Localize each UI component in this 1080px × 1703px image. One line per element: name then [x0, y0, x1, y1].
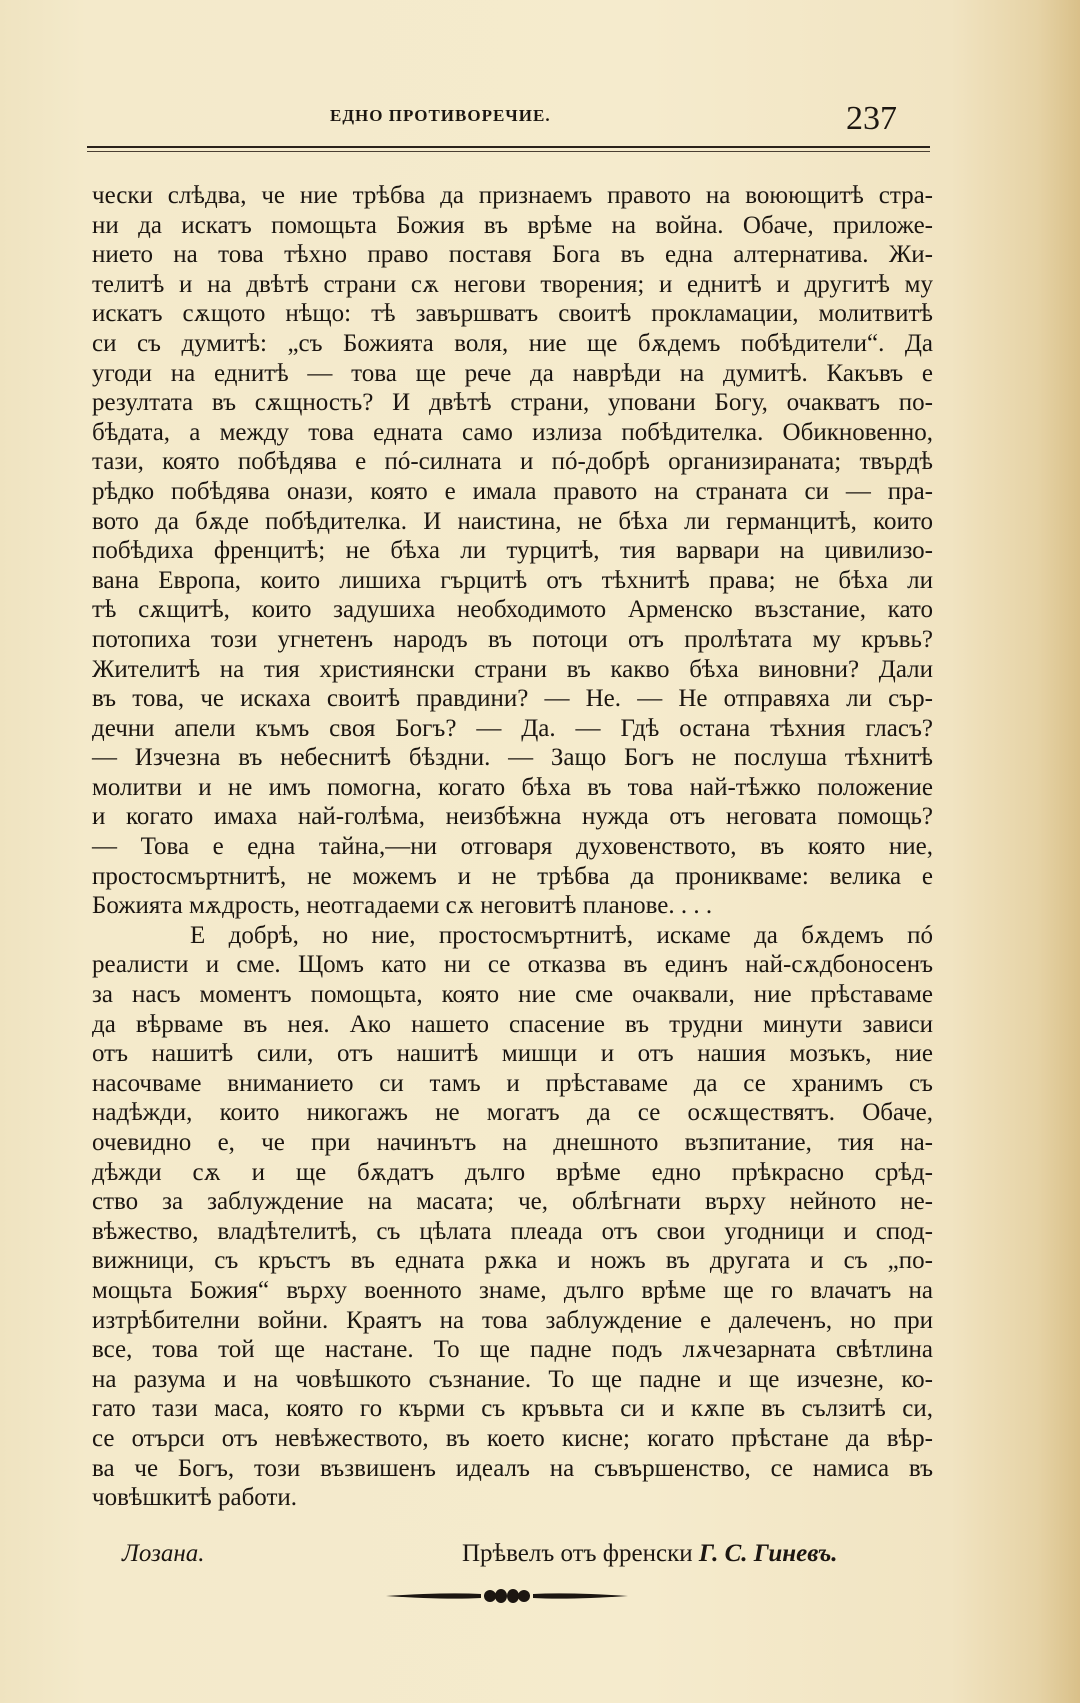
text-line: угоди на еднитѣ — това ще рече да наврѣди на думитѣ. Какъвъ е — [92, 359, 933, 387]
end-ornament — [386, 1588, 628, 1604]
header-rule — [87, 146, 930, 148]
text-line: бѣдата, а между това едната само излиза побѣдителка. Обикновенно, — [92, 418, 933, 446]
signature-place: Лозана. — [122, 1540, 205, 1567]
translated-label: Прѣвелъ отъ френски — [462, 1540, 693, 1567]
text-line: — Това е една тайна,—ни отговаря духовенството, въ която ние, — [92, 833, 933, 861]
text-line: Божията мѫдрость, неотгадаеми сѫ неговитѣ планове. . . . — [92, 892, 713, 920]
text-line: Жителитѣ на тия християнски страни въ какво бѣха виновни? Дали — [92, 655, 933, 683]
text-line: да вѣрваме въ нея. Ако нашето спасение въ трудни минути зависи — [92, 1010, 933, 1038]
text-line: си съ думитѣ: „съ Божията воля, ние ще бѫдемъ побѣдители“. Да — [92, 329, 933, 357]
article-body — [92, 181, 933, 1513]
text-line: — Изчезна въ небеснитѣ бѣздни. — Защо Богъ не послуша тѣхнитѣ — [92, 744, 933, 772]
text-line: за насъ моментъ помощьта, която ние сме очаквали, ние прѣставаме — [92, 981, 933, 1009]
text-line: дечни апели къмъ своя Богъ? — Да. — Гдѣ остана тѣхния гласъ? — [92, 714, 933, 742]
text-line: побѣдиха френцитѣ; не бѣха ли турцитѣ, тия варвари на цивилизо- — [92, 537, 933, 565]
text-line: изтрѣбителни войни. Краятъ на това заблуждение е далеченъ, но при — [92, 1306, 933, 1334]
text-line: се отърси отъ невѣжеството, въ което кисне; когато прѣстане да вѣр- — [92, 1424, 933, 1452]
text-line: дѣжди сѫ и ще бѫдатъ дълго врѣме едно прѣкрасно срѣд- — [92, 1158, 933, 1186]
running-title: ЕДНО ПРОТИВОРЕЧИЕ. — [330, 106, 551, 125]
text-line: вѣжество, владѣтелитѣ, съ цѣлата плеада отъ свои угодници и спод- — [92, 1217, 933, 1245]
header-rule-thin — [87, 151, 930, 152]
text-line: ство за заблуждение на масата; че, облѣгнати върху нейното не- — [92, 1188, 933, 1216]
text-line: тази, която побѣдява е пó-силната и пó-добрѣ организираната; твърдѣ — [92, 448, 933, 476]
text-line: молитви и не имъ помогна, когато бѣха въ това най-тѣжко положение — [92, 773, 933, 801]
text-line: резултата въ сѫщность? И двѣтѣ страни, уповани Богу, очакватъ по- — [92, 389, 933, 417]
text-line: човѣшкитѣ работи. — [92, 1484, 298, 1512]
text-line: чески слѣдва, че ние трѣбва да признаемъ правото на воюющитѣ стра- — [92, 182, 933, 209]
text-line: вана Европа, които лишиха гърцитѣ отъ тѣхнитѣ права; не бѣха ли — [92, 566, 933, 594]
translation-credit — [462, 1540, 838, 1568]
text-line: Е добрѣ, но ние, простосмъртнитѣ, искаме да бѫдемъ пó — [190, 921, 933, 949]
text-line: тѣ сѫщитѣ, които задушиха необходимото Арменско възстание, като — [92, 596, 933, 624]
text-line: мощьта Божия“ върху военното знаме, дълго врѣме ще го влачатъ на — [92, 1276, 933, 1304]
translator-name: Г. С. Гиневъ. — [698, 1540, 838, 1567]
text-line: вижници, съ кръстъ въ едната рѫка и ножъ въ другата и съ „по- — [92, 1247, 933, 1275]
text-line: ни да искатъ помощьта Божия въ врѣме на война. Обаче, приложе- — [92, 211, 933, 239]
text-line: рѣдко побѣдява онази, която е имала правото на страната си — пра- — [92, 477, 933, 505]
text-line: надѣжди, които никогажъ не могатъ да се осѫществятъ. Обаче, — [92, 1099, 933, 1127]
text-line: насочваме вниманието си тамъ и прѣставаме да се хранимъ съ — [92, 1069, 933, 1097]
text-line: очевидно е, че при начинътъ на днешното възпитание, тия на- — [92, 1129, 933, 1156]
text-line: искатъ сѫщото нѣщо: тѣ завършватъ своитѣ прокламации, молитвитѣ — [92, 300, 933, 328]
text-line: гато тази маса, която го кърми съ кръвьта си и кѫпе въ сълзитѣ си, — [92, 1395, 933, 1423]
text-line: и когато имаха най-голѣма, неизбѣжна нужда отъ неговата помощь? — [92, 803, 933, 831]
text-line: нието на това тѣхно право поставя Бога въ една алтернатива. Жи- — [92, 241, 933, 269]
page-number: 237 — [846, 100, 897, 137]
text-line: потопиха този угнетенъ народъ въ потоци отъ пролѣтата му кръвь? — [92, 625, 933, 653]
text-line: телитѣ и на двѣтѣ страни сѫ негови творения; и еднитѣ и другитѣ му — [92, 270, 933, 298]
text-line: ва че Богъ, този възвишенъ идеалъ на съвършенство, се намиса въ — [92, 1454, 933, 1482]
text-line: простосмъртнитѣ, не можемъ и не трѣбва да проникваме: велика е — [92, 862, 933, 890]
text-line: вото да бѫде побѣдителка. И наистина, не бѣха ли германцитѣ, които — [92, 507, 933, 535]
text-line: отъ нашитѣ сили, отъ нашитѣ мишци и отъ нашия мозъкъ, ние — [92, 1040, 933, 1068]
text-line: реалисти и сме. Щомъ като ни се отказва въ единъ най-сѫдбоносенъ — [92, 951, 933, 979]
text-line: въ това, че искаха своитѣ правдини? — Не. — Не отправяха ли сър- — [92, 685, 933, 713]
text-line: на разума и на човѣшкото съзнание. То ще падне и ще изчезне, ко- — [92, 1365, 933, 1393]
text-line: все, това той ще настане. То ще падне подъ лѫчезарната свѣтлина — [92, 1336, 933, 1364]
